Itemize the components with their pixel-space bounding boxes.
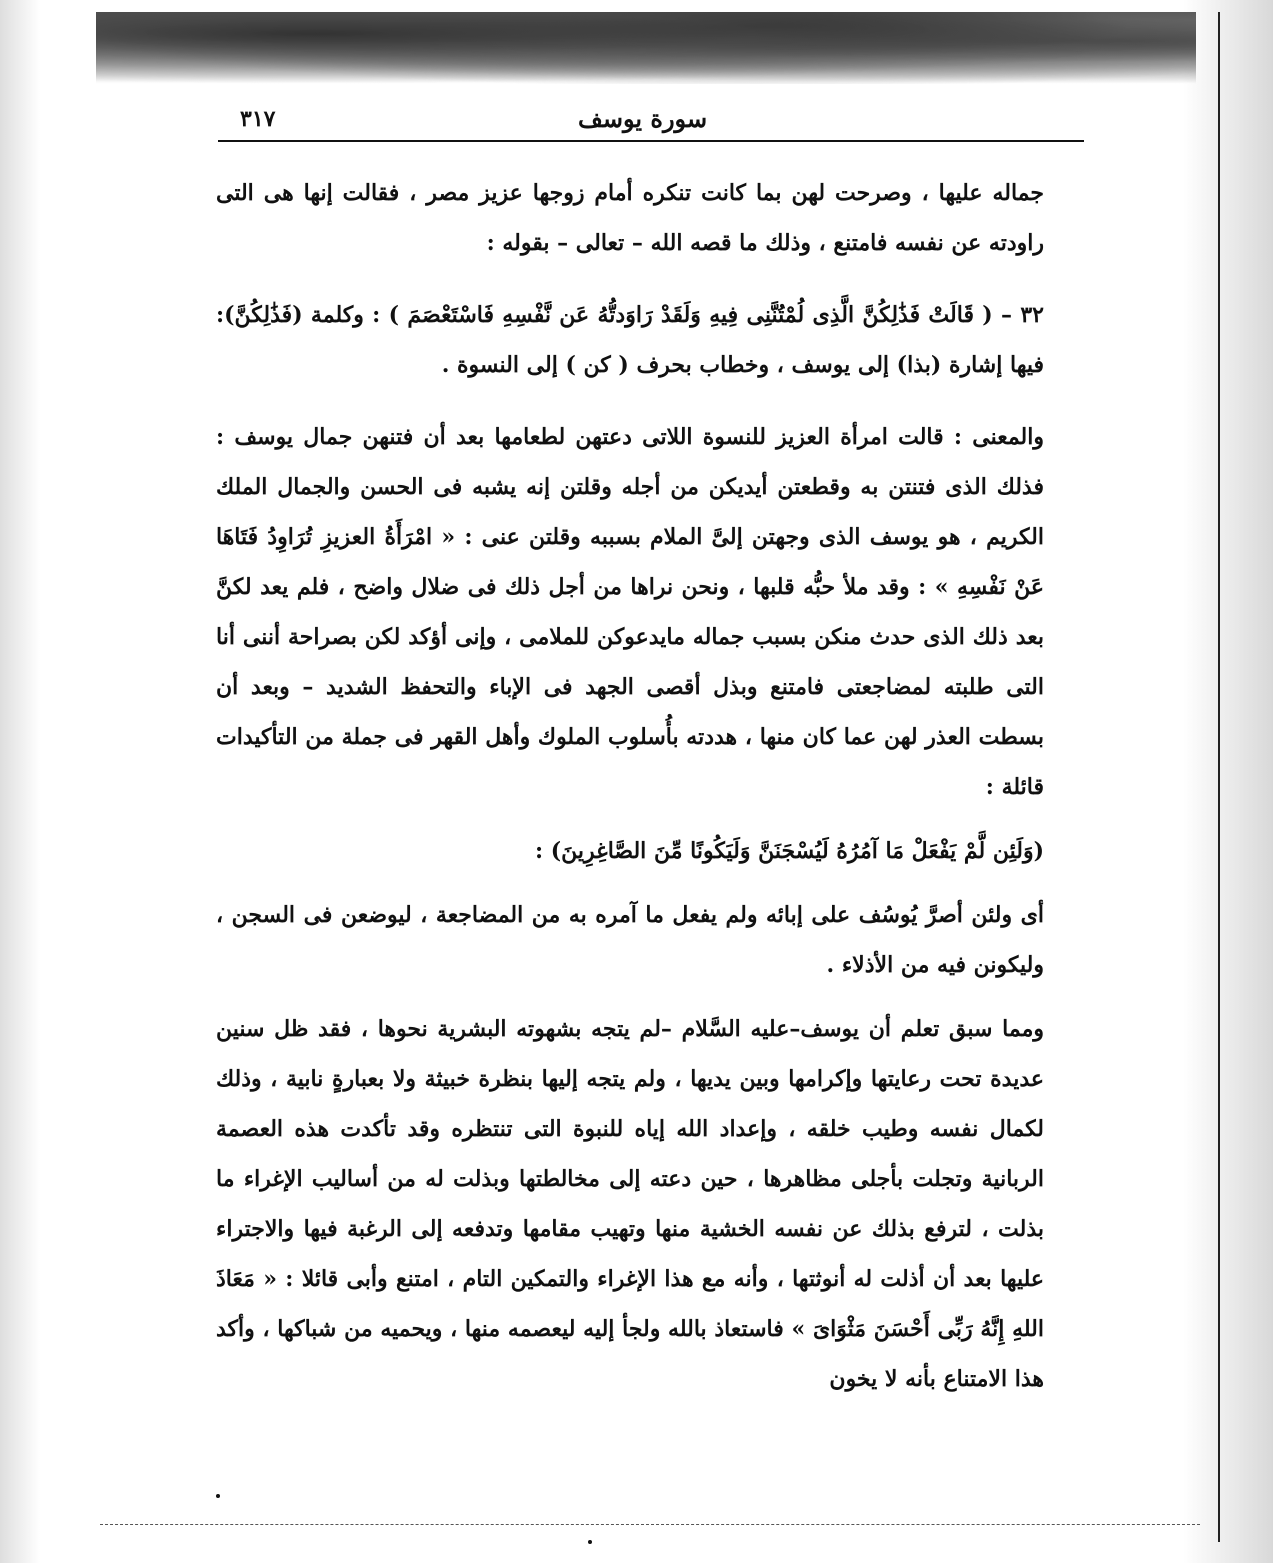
- paragraph-1: جماله عليها ، وصرحت لهن بما كانت تنكره أمام زوجها عزيز مصر ، فقالت إنها هى التى راودته عن نفسه فامتنع ، وذلك ما قصه الله – تعالى – بقوله :: [216, 180, 1044, 256]
- running-title: سورة يوسف: [578, 104, 708, 133]
- page-edge-line: [1218, 12, 1220, 1542]
- paragraph-2-verse-32: ٣٢ – ( قَالَتْ فَذَٰلِكُنَّ الَّذِى لُمْتُنَّنِى فِيهِ وَلَقَدْ رَاوَدتُّهُ عَن نَّفْسِهِ فَاسْتَعْصَمَ ) : وكلمة (فَذَٰلِكُنَّ): فيها إشارة (بذا) إلى يوسف ، وخطاب بحرف ( كن ) إلى النسوة .: [216, 302, 1044, 378]
- paragraph-5: أى ولئن أصرَّ يُوسُف على إبائه ولم يفعل ما آمره به من المضاجعة ، ليوضعن فى السجن ، وليكونن فيه من الأذلاء .: [216, 902, 1044, 978]
- paragraph-6: ومما سبق تعلم أن يوسف–عليه السَّلام –لم يتجه بشهوته البشرية نحوها ، فقد ظل سنين عديدة تحت رعايتها وإكرامها وبين يديها ، ولم يتجه إليها بنظرة خبيثة ولا بعبارةٍ نابية ، وذلك لكمال نفسه وطيب خلقه ، وإعداد الله إياه للنبوة التى تنتظره وقد تأكدت هذه العصمة الربانية وتجلت بأجلى مظاهرها ، حين دعته إلى مخالطتها وبذلت له من أساليب الإغراء ما بذلت ، لترفع بذلك عن نفسه الخشية منها وتهيب مقامها وتدفعه إلى الرغبة فيها والاجتراء عليها بعد أن أذلت له أنوثتها ، وأنه مع هذا الإغراء والتمكين التام ، امتنع وأبى قائلا : « مَعَاذَ اللهِ إِنَّهُ رَبِّى أَحْسَنَ مَثْوَاىَ » فاستعاذ بالله ولجأ إليه ليعصمه منها ، ويحميه من شباكها ، وأكد هذا الامتناع بأنه لا يخون: [216, 1016, 1044, 1392]
- page-body: [216, 168, 1044, 1404]
- scan-shadow-left: [0, 0, 40, 1563]
- paragraph-4-quranic-quote: (وَلَئِن لَّمْ يَفْعَلْ مَا آمُرُهُ لَيُسْجَنَنَّ وَلَيَكُونًا مِّنَ الصَّاغِرِينَ) :: [534, 838, 1044, 864]
- scan-shadow-top: [96, 12, 1196, 84]
- header-rule: [218, 140, 1084, 142]
- scan-speck: [588, 1540, 592, 1544]
- paragraph-3-meaning: والمعنى : قالت امرأة العزيز للنسوة اللاتى دعتهن لطعامها بعد أن فتنهن جمال يوسف : فذلك الذى فتنتن به وقطعتن أيديكن من أجله وقلتن إنه يشبه فى الحسن والجمال الملك الكريم ، هو يوسف الذى وجهتن إلىَّ الملام بسببه وقلتن عنى : « امْرَأَةُ العزيزِ تُرَاوِدُ فَتَاهَا عَنْ نَفْسِهِ » : وقد ملأ حبُّه قلبها ، ونحن نراها من أجل ذلك فى ضلال واضح ، فلم يعد لكنَّ بعد ذلك الذى حدث منكن بسبب جماله مايدعوكن للملامى ، وإنى أؤكد لكن بصراحة أننى أنا التى طلبته لمضاجعتى فامتنع وبذل أقصى الجهد فى الإباء والتحفظ الشديد – وبعد أن بسطت العذر لهن عما كان منها ، هددته بأُسلوب الملوك وأهل القهر فى جملة من التأكيدات قائلة :: [216, 424, 1044, 800]
- page-number: ٣١٧: [240, 106, 276, 132]
- scan-shadow-right: [1183, 0, 1273, 1563]
- scan-bottom-edge: [100, 1524, 1200, 1526]
- page-header: [218, 104, 1038, 144]
- scan-speck: [216, 1494, 220, 1498]
